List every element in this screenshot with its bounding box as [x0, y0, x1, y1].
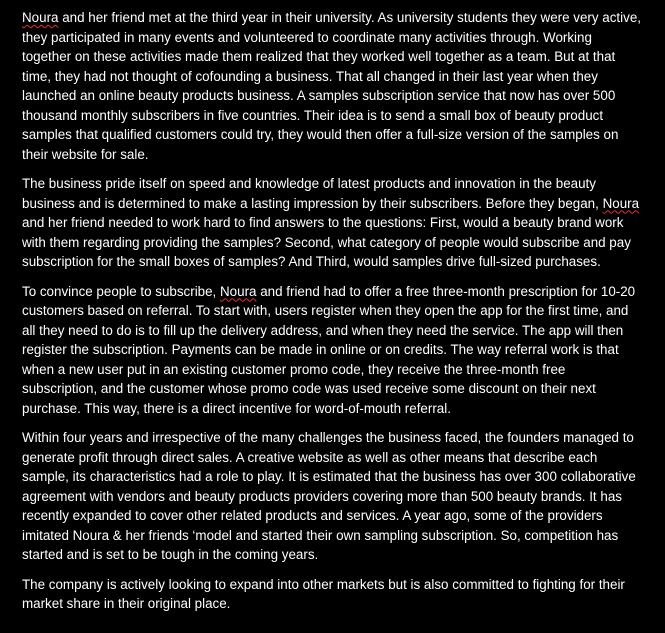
document-body [22, 8, 644, 624]
text-run: and her friend needed to work hard to find answers to the questions: First, would a beauty brand work with them regarding providing the samples? Second, what category of people would subscribe and pay subscription for the small boxes of samples? And Third, would samples drive full-sized purchases. [22, 215, 631, 269]
text-run: To convince people to subscribe, [22, 283, 221, 299]
misspelled-word[interactable]: Noura [220, 283, 257, 299]
paragraph-1 [22, 8, 644, 164]
misspelled-word[interactable]: Noura [602, 195, 640, 211]
paragraph-4 [22, 428, 644, 565]
paragraph-5 [22, 575, 644, 614]
text-run: The company is actively looking to expand into other markets but is also committed to fighting for their market share in their original place. [22, 576, 625, 611]
text-run: The business pride itself on speed and knowledge of latest products and innovation in the beauty business and is determined to make a lasting impression by their subscribers. Before they began, [22, 176, 603, 211]
paragraph-2 [22, 174, 644, 272]
misspelled-word[interactable]: Noura [22, 10, 59, 25]
text-run: and friend had to offer a free three-month prescription for 10-20 customers based on referral. To start with, users register when they open the app for the first time, and all they need to do is to fill up the delivery address, and when they need the service. The app will then register the subscription. Payments can be made in online or on credits. The way referral work is that when a new user put in an existing customer promo code, they receive the three-month free subscription, and the customer whose promo code was used receive some discount on their next purchase. This way, there is a direct incentive for word-of-mouth referral. [22, 283, 636, 416]
text-run: and her friend met at the third year in their university. As university students they were very active, they participated in many events and volunteered to coordinate many activities through. Working together on these activities made them realized that they worked well together as a team. But at that time, they had not thought of cofounding a business. That all changed in their last year when they launched an online beauty products business. A samples subscription service that now has over 500 thousand monthly subscribers in five countries. Their idea is to send a small box of beauty product samples that qualified customers could try, they would then offer a full-size version of the samples on their website for sale. [22, 10, 641, 162]
paragraph-3 [22, 282, 644, 419]
text-run: Within four years and irrespective of the many challenges the business faced, the founders managed to generate profit through direct sales. A creative website as well as other means that describe each sample, its characteristics had a role to play. It is estimated that the business has over 300 collaborative agreement with vendors and beauty products providers covering more than 500 beauty brands. It has recently expanded to cover other related products and services. A year ago, some of the providers imitated Noura & her friends ‘model and started their own sampling subscription. So, competition has started and is set to be tough in the coming years. [22, 430, 636, 562]
